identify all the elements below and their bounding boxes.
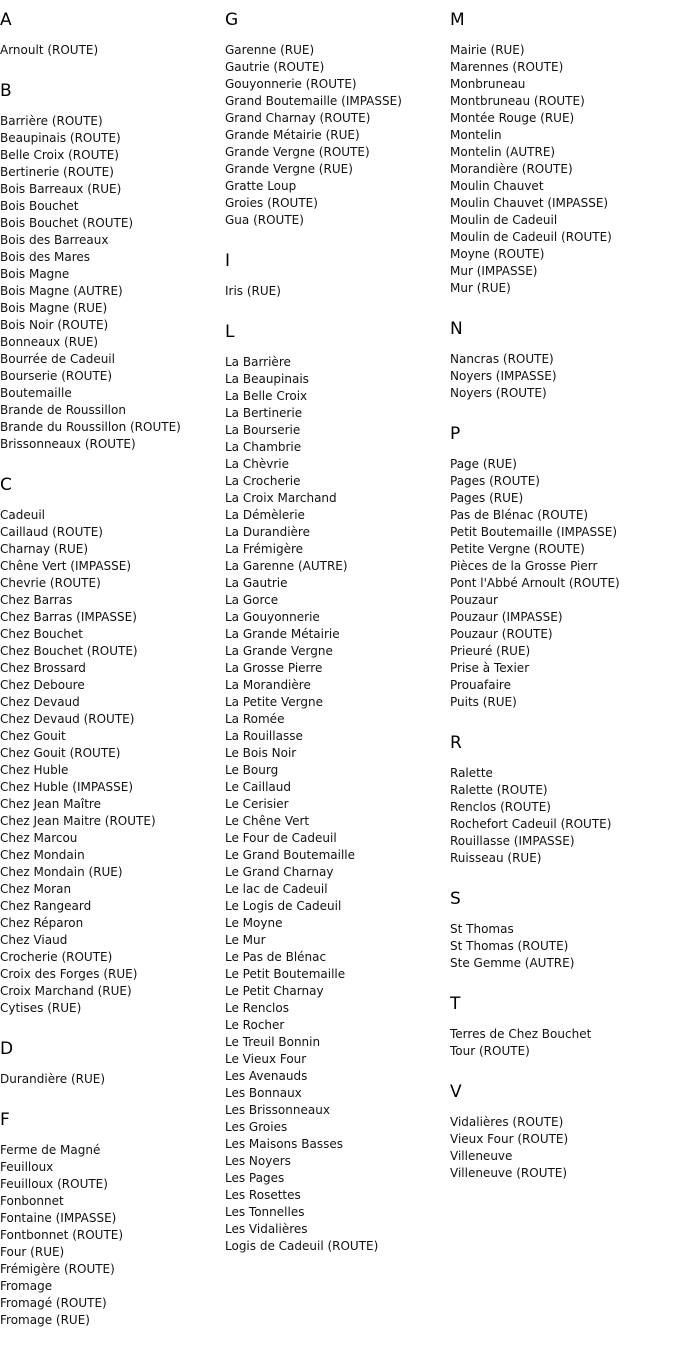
street-list: [450, 456, 675, 711]
street-link[interactable]: Frémigère (ROUTE): [0, 1262, 115, 1276]
street-link[interactable]: Chez Rangeard: [0, 899, 92, 913]
street-link[interactable]: Les Groies: [225, 1120, 288, 1134]
street-link[interactable]: Moulin de Cadeuil (ROUTE): [450, 230, 612, 244]
street-index-column-3: [450, 0, 675, 1204]
street-link[interactable]: Vidalières (ROUTE): [450, 1115, 564, 1129]
street-link[interactable]: La Bertinerie: [225, 406, 303, 420]
street-link[interactable]: Grand Charnay (ROUTE): [225, 111, 371, 125]
letter-group: [450, 319, 675, 402]
street-link[interactable]: Petite Vergne (ROUTE): [450, 542, 585, 556]
street-link[interactable]: Bois Noir (ROUTE): [0, 318, 109, 332]
street-link[interactable]: Gua (ROUTE): [225, 213, 304, 227]
street-link[interactable]: Vieux Four (ROUTE): [450, 1132, 569, 1146]
letter-group: [450, 733, 675, 867]
street-link[interactable]: La Chambrie: [225, 440, 302, 454]
street-list: [225, 42, 450, 229]
street-link[interactable]: Bois Magne (AUTRE): [0, 284, 123, 298]
street-link[interactable]: Barrière (ROUTE): [0, 114, 103, 128]
section-letter-heading: G: [225, 10, 239, 30]
street-link[interactable]: Moulin de Cadeuil: [450, 213, 558, 227]
street-link[interactable]: Pages (RUE): [450, 491, 524, 505]
section-letter-heading: A: [0, 10, 12, 30]
street-link[interactable]: Bois Barreaux (RUE): [0, 182, 122, 196]
street-link[interactable]: La Petite Vergne: [225, 695, 323, 709]
street-link[interactable]: Caillaud (ROUTE): [0, 525, 103, 539]
street-link[interactable]: La Romée: [225, 712, 285, 726]
street-link[interactable]: La Morandière: [225, 678, 311, 692]
street-link[interactable]: Moulin Chauvet: [450, 179, 544, 193]
street-list: [450, 42, 675, 297]
street-link[interactable]: Tour (ROUTE): [450, 1044, 530, 1058]
street-link[interactable]: Villeneuve (ROUTE): [450, 1166, 568, 1180]
street-link[interactable]: Le lac de Cadeuil: [225, 882, 328, 896]
street-link[interactable]: Chez Devaud (ROUTE): [0, 712, 135, 726]
street-link[interactable]: Chez Jean Maître: [0, 797, 101, 811]
street-list: [225, 354, 450, 1255]
street-link[interactable]: Boutemaille: [0, 386, 72, 400]
street-link[interactable]: Mur (RUE): [450, 281, 511, 295]
street-link[interactable]: Le Caillaud: [225, 780, 291, 794]
street-link[interactable]: Chêne Vert (IMPASSE): [0, 559, 132, 573]
street-link[interactable]: Ferme de Magné: [0, 1143, 101, 1157]
street-link[interactable]: La Démèlerie: [225, 508, 305, 522]
street-link[interactable]: Chez Moran: [0, 882, 72, 896]
street-link[interactable]: Charnay (RUE): [0, 542, 89, 556]
street-link[interactable]: Chez Barras (IMPASSE): [0, 610, 137, 624]
street-link[interactable]: Chez Réparon: [0, 916, 84, 930]
letter-group: [0, 10, 225, 59]
section-letter-heading: I: [225, 251, 231, 271]
street-link[interactable]: Les Brissonneaux: [225, 1103, 330, 1117]
street-link[interactable]: Chez Brossard: [0, 661, 86, 675]
section-letter-heading: M: [450, 10, 465, 30]
section-letter-heading: S: [450, 889, 461, 909]
street-link[interactable]: Brande du Roussillon (ROUTE): [0, 420, 181, 434]
street-link[interactable]: Le Petit Charnay: [225, 984, 324, 998]
letter-group: [225, 10, 450, 229]
street-link[interactable]: Mairie (RUE): [450, 43, 525, 57]
street-link[interactable]: Le Renclos: [225, 1001, 289, 1015]
street-link[interactable]: Monbruneau: [450, 77, 526, 91]
section-letter-heading: C: [0, 475, 12, 495]
street-link[interactable]: Prieuré (RUE): [450, 644, 531, 658]
street-link[interactable]: Croix Marchand (RUE): [0, 984, 132, 998]
section-letter-heading: L: [225, 322, 235, 342]
street-link[interactable]: Pas de Blénac (ROUTE): [450, 508, 589, 522]
street-link[interactable]: La Rouillasse: [225, 729, 303, 743]
street-index-column-1: [0, 0, 225, 1351]
letter-group: [450, 424, 675, 711]
street-link[interactable]: Fontbonnet (ROUTE): [0, 1228, 124, 1242]
street-link[interactable]: Montée Rouge (RUE): [450, 111, 575, 125]
street-link[interactable]: Le Vieux Four: [225, 1052, 307, 1066]
street-link[interactable]: Gratte Loup: [225, 179, 297, 193]
street-link[interactable]: Bois Magne (RUE): [0, 301, 108, 315]
street-link[interactable]: Belle Croix (ROUTE): [0, 148, 119, 162]
street-link[interactable]: Le Bourg: [225, 763, 279, 777]
street-link[interactable]: Les Noyers: [225, 1154, 291, 1168]
street-link[interactable]: Grand Boutemaille (IMPASSE): [225, 94, 402, 108]
street-link[interactable]: Croix des Forges (RUE): [0, 967, 138, 981]
street-list: [0, 507, 225, 1017]
street-link[interactable]: Pouzaur (IMPASSE): [450, 610, 563, 624]
street-link[interactable]: Chez Marcou: [0, 831, 78, 845]
street-link[interactable]: Bourrée de Cadeuil: [0, 352, 115, 366]
street-index-column-2: [225, 0, 450, 1277]
street-link[interactable]: Grande Métairie (RUE): [225, 128, 360, 142]
street-link[interactable]: Pouzaur: [450, 593, 498, 607]
street-link[interactable]: Les Tonnelles: [225, 1205, 305, 1219]
street-link[interactable]: Fromage (RUE): [0, 1313, 90, 1327]
street-link[interactable]: Le Rocher: [225, 1018, 285, 1032]
street-link[interactable]: Four (RUE): [0, 1245, 65, 1259]
street-link[interactable]: Ralette (ROUTE): [450, 783, 548, 797]
street-link[interactable]: Chez Barras: [0, 593, 73, 607]
street-link[interactable]: Prouafaire: [450, 678, 511, 692]
letter-group: [0, 475, 225, 1017]
street-link[interactable]: Brissonneaux (ROUTE): [0, 437, 136, 451]
letter-group: [450, 10, 675, 297]
street-link[interactable]: Feuilloux: [0, 1160, 54, 1174]
street-link[interactable]: Le Chêne Vert: [225, 814, 310, 828]
street-link[interactable]: Noyers (ROUTE): [450, 386, 547, 400]
street-link[interactable]: Logis de Cadeuil (ROUTE): [225, 1239, 379, 1253]
street-list: [450, 351, 675, 402]
street-link[interactable]: Le Grand Charnay: [225, 865, 334, 879]
street-link[interactable]: Chez Bouchet (ROUTE): [0, 644, 138, 658]
letter-group: [450, 1082, 675, 1182]
street-list: [450, 1026, 675, 1060]
street-link[interactable]: Le Grand Boutemaille: [225, 848, 355, 862]
letter-group: [0, 1110, 225, 1329]
street-link[interactable]: Bois Magne: [0, 267, 70, 281]
street-link[interactable]: La Crocherie: [225, 474, 301, 488]
street-link[interactable]: Le Moyne: [225, 916, 283, 930]
street-link[interactable]: Fromagé (ROUTE): [0, 1296, 107, 1310]
street-link[interactable]: La Barrière: [225, 355, 291, 369]
street-link[interactable]: La Frémigère: [225, 542, 304, 556]
street-link[interactable]: Terres de Chez Bouchet: [450, 1027, 592, 1041]
street-link[interactable]: Le Treuil Bonnin: [225, 1035, 321, 1049]
street-link[interactable]: Le Four de Cadeuil: [225, 831, 337, 845]
street-link[interactable]: Fromage: [0, 1279, 53, 1293]
street-link[interactable]: Grande Vergne (RUE): [225, 162, 353, 176]
letter-group: [450, 994, 675, 1060]
street-link[interactable]: Bonneaux (RUE): [0, 335, 99, 349]
street-link[interactable]: Chez Mondain (RUE): [0, 865, 123, 879]
street-link[interactable]: Villeneuve: [450, 1149, 513, 1163]
street-link[interactable]: La Belle Croix: [225, 389, 308, 403]
street-link[interactable]: Le Bois Noir: [225, 746, 297, 760]
street-link[interactable]: La Croix Marchand: [225, 491, 337, 505]
section-letter-heading: N: [450, 319, 463, 339]
street-link[interactable]: La Durandière: [225, 525, 310, 539]
section-letter-heading: B: [0, 81, 12, 101]
street-link[interactable]: Moyne (ROUTE): [450, 247, 545, 261]
street-link[interactable]: Nancras (ROUTE): [450, 352, 554, 366]
street-link[interactable]: Marennes (ROUTE): [450, 60, 564, 74]
street-link[interactable]: Cadeuil: [0, 508, 46, 522]
street-link[interactable]: Ste Gemme (AUTRE): [450, 956, 575, 970]
street-link[interactable]: Fontaine (IMPASSE): [0, 1211, 117, 1225]
street-link[interactable]: Brande de Roussillon: [0, 403, 126, 417]
street-link[interactable]: Arnoult (ROUTE): [0, 43, 99, 57]
street-link[interactable]: Gautrie (ROUTE): [225, 60, 325, 74]
street-link[interactable]: Les Vidalières: [225, 1222, 308, 1236]
street-link[interactable]: Cytises (RUE): [0, 1001, 82, 1015]
street-link[interactable]: Chevrie (ROUTE): [0, 576, 101, 590]
street-link[interactable]: La Grande Vergne: [225, 644, 333, 658]
street-link[interactable]: St Thomas (ROUTE): [450, 939, 569, 953]
street-link[interactable]: Groies (ROUTE): [225, 196, 318, 210]
street-link[interactable]: La Grande Métairie: [225, 627, 340, 641]
street-link[interactable]: Crocherie (ROUTE): [0, 950, 113, 964]
street-link[interactable]: Ralette: [450, 766, 493, 780]
street-link[interactable]: Chez Gouit: [0, 729, 66, 743]
street-link[interactable]: Gouyonnerie (ROUTE): [225, 77, 357, 91]
street-list: [0, 1071, 225, 1088]
street-link[interactable]: Petit Boutemaille (IMPASSE): [450, 525, 618, 539]
street-link[interactable]: La Gorce: [225, 593, 279, 607]
street-link[interactable]: Chez Huble (IMPASSE): [0, 780, 134, 794]
street-link[interactable]: Rochefort Cadeuil (ROUTE): [450, 817, 612, 831]
street-link[interactable]: Chez Jean Maitre (ROUTE): [0, 814, 156, 828]
street-link[interactable]: La Gouyonnerie: [225, 610, 320, 624]
street-link[interactable]: La Chèvrie: [225, 457, 289, 471]
section-letter-heading: R: [450, 733, 462, 753]
street-list: [0, 42, 225, 59]
street-link[interactable]: Le Logis de Cadeuil: [225, 899, 342, 913]
letter-group: [225, 322, 450, 1255]
street-list: [450, 765, 675, 867]
street-link[interactable]: Chez Bouchet: [0, 627, 83, 641]
street-link[interactable]: Bois Bouchet (ROUTE): [0, 216, 134, 230]
street-link[interactable]: Montbruneau (ROUTE): [450, 94, 585, 108]
street-link[interactable]: Le Petit Boutemaille: [225, 967, 346, 981]
street-link[interactable]: Renclos (ROUTE): [450, 800, 551, 814]
street-link[interactable]: Pouzaur (ROUTE): [450, 627, 553, 641]
letter-group: [450, 889, 675, 972]
street-link[interactable]: Montelin (AUTRE): [450, 145, 556, 159]
street-list: [450, 921, 675, 972]
street-link[interactable]: Chez Viaud: [0, 933, 68, 947]
street-link[interactable]: Bois des Barreaux: [0, 233, 109, 247]
street-link[interactable]: La Garenne (AUTRE): [225, 559, 348, 573]
street-link[interactable]: Rouillasse (IMPASSE): [450, 834, 575, 848]
section-letter-heading: P: [450, 424, 461, 444]
street-link[interactable]: Les Rosettes: [225, 1188, 301, 1202]
street-link[interactable]: Fonbonnet: [0, 1194, 64, 1208]
street-link[interactable]: Le Mur: [225, 933, 266, 947]
street-link[interactable]: Bois des Mares: [0, 250, 91, 264]
street-link[interactable]: Chez Huble: [0, 763, 69, 777]
street-link[interactable]: Le Pas de Blénac: [225, 950, 327, 964]
street-link[interactable]: Chez Deboure: [0, 678, 85, 692]
street-link[interactable]: Chez Devaud: [0, 695, 80, 709]
street-link[interactable]: Bertinerie (ROUTE): [0, 165, 114, 179]
street-link[interactable]: Durandière (RUE): [0, 1072, 106, 1086]
street-link[interactable]: Pièces de la Grosse Pierr: [450, 559, 598, 573]
street-list: [0, 1142, 225, 1329]
section-letter-heading: F: [0, 1110, 10, 1130]
street-link[interactable]: Noyers (IMPASSE): [450, 369, 557, 383]
letter-group: [225, 251, 450, 300]
street-link[interactable]: Pages (ROUTE): [450, 474, 540, 488]
street-link[interactable]: Les Bonnaux: [225, 1086, 302, 1100]
section-letter-heading: T: [450, 994, 461, 1014]
street-link[interactable]: La Grosse Pierre: [225, 661, 323, 675]
street-list: [0, 113, 225, 453]
section-letter-heading: D: [0, 1039, 14, 1059]
street-link[interactable]: Mur (IMPASSE): [450, 264, 538, 278]
street-link[interactable]: St Thomas: [450, 922, 514, 936]
street-link[interactable]: Les Avenauds: [225, 1069, 308, 1083]
street-link[interactable]: Feuilloux (ROUTE): [0, 1177, 108, 1191]
section-letter-heading: V: [450, 1082, 462, 1102]
street-list: [450, 1114, 675, 1182]
street-link[interactable]: Iris (RUE): [225, 284, 281, 298]
street-link[interactable]: Chez Gouit (ROUTE): [0, 746, 121, 760]
street-link[interactable]: Bois Bouchet: [0, 199, 79, 213]
street-link[interactable]: Puits (RUE): [450, 695, 517, 709]
street-link[interactable]: Ruisseau (RUE): [450, 851, 542, 865]
street-link[interactable]: Bourserie (ROUTE): [0, 369, 113, 383]
street-link[interactable]: Le Cerisier: [225, 797, 289, 811]
street-link[interactable]: Montelin: [450, 128, 502, 142]
street-link[interactable]: La Gautrie: [225, 576, 288, 590]
street-link[interactable]: La Bourserie: [225, 423, 301, 437]
street-link[interactable]: Prise à Texier: [450, 661, 530, 675]
letter-group: [0, 1039, 225, 1088]
street-link[interactable]: Chez Mondain: [0, 848, 85, 862]
street-link[interactable]: La Beaupinais: [225, 372, 309, 386]
street-link[interactable]: Pont l'Abbé Arnoult (ROUTE): [450, 576, 620, 590]
street-link[interactable]: Beaupinais (ROUTE): [0, 131, 121, 145]
street-link[interactable]: Page (RUE): [450, 457, 517, 471]
letter-group: [0, 81, 225, 453]
street-link[interactable]: Les Pages: [225, 1171, 285, 1185]
street-link[interactable]: Moulin Chauvet (IMPASSE): [450, 196, 609, 210]
street-link[interactable]: Grande Vergne (ROUTE): [225, 145, 370, 159]
street-link[interactable]: Les Maisons Basses: [225, 1137, 343, 1151]
street-list: [225, 283, 450, 300]
street-link[interactable]: Morandière (ROUTE): [450, 162, 573, 176]
street-link[interactable]: Garenne (RUE): [225, 43, 315, 57]
